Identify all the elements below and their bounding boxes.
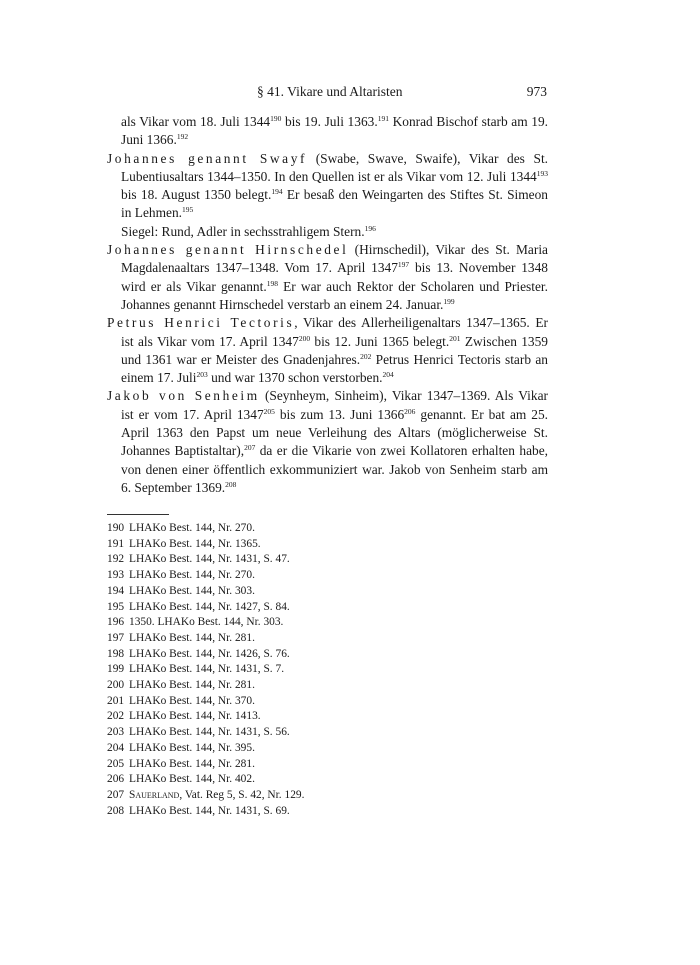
footnote-ref: 201	[449, 333, 461, 343]
footnote-ref: 195	[181, 205, 194, 215]
footnote	[107, 537, 548, 553]
footnote-ref: 205	[263, 406, 275, 416]
footnote-number: 203	[107, 726, 125, 739]
entry-jakob-von-senheim: Jakob von Senheim (Seynheym, Sinheim), Vikar 1347–1369. Als Vikar ist er vom 17. April 1347$^{205}$ bis zum 13. Juni 1366$^{206}$ genannt. Er bat am 25. April 1363 den Papst um neue Verleihung des Altars (möglicherweise St. Johannes Baptistaltar),$^{207}$ da er die Vikarie von zwei Kollatoren erhalten habe, von denen einer öffentlich exkommuniziert war. Jakob von Senheim starb am 6. September 1369.$^{208}$	[107, 388, 548, 495]
footnote-text: LHAKo Best. 144, Nr. 1427, S. 84.	[129, 600, 290, 613]
footnote	[107, 568, 548, 584]
footnote-ref: 192	[176, 132, 189, 142]
footnote	[107, 631, 548, 647]
entry-konrad-bischof-continuation: als Vikar vom 18. Juli 1344$^{190}$ bis 19. Juli 1363.$^{191}$ Konrad Bischof starb am 19. Juni 1366.$^{192}$	[121, 114, 549, 148]
person-name: Jakob von Senheim	[107, 388, 260, 404]
footnote	[107, 804, 548, 820]
footnote-ref: 206	[404, 406, 416, 416]
footnote-text: LHAKo Best. 144, Nr. 1365.	[129, 537, 261, 550]
footnote-ref: 198	[266, 278, 278, 288]
footnote-ref: 193	[536, 168, 548, 178]
footnote-number: 207	[107, 788, 125, 801]
section-title: § 41. Vikare und Altaristen	[257, 84, 403, 99]
footnote-number: 190	[107, 522, 125, 534]
footnote	[107, 600, 548, 616]
footnote-ref: 203	[196, 370, 208, 380]
author-name: Sauerland	[129, 788, 180, 801]
footnotes	[107, 521, 548, 819]
footnote-number: 195	[107, 600, 125, 613]
footnote-ref: 208	[225, 479, 237, 489]
footnote-number: 202	[107, 710, 125, 723]
footnote	[107, 678, 548, 694]
footnote-number: 198	[107, 647, 125, 660]
entry-johannes-swayf: Johannes genannt Swayf (Swabe, Swave, Swaife), Vikar des St. Lubentiusaltars 1344–1350. In den Quellen ist er als Vikar vom 12. Juli 1344$^{193}$ bis 18. August 1350 belegt.$^{194}$ Er besaß den Weingarten des Stiftes St. Simeon in Lehmen.$^{195}$	[107, 150, 549, 221]
footnote-ref: 204	[382, 370, 394, 380]
entry-johannes-hirnschedel: Johannes genannt Hirnschedel (Hirnschedil), Vikar des St. Maria Magdalenaaltars 1347–1348. Vom 17. April 1347$^{197}$ bis 13. November 1348 wird er als Vikar genannt.$^{198}$ Er war auch Rektor der Scholaren und Priester. Johannes genannt Hirnschedel verstarb an einem 24. Januar.$^{199}$	[107, 242, 549, 312]
entry-swayf-seal: Siegel: Rund, Adler in sechsstrahligem Stern.$^{196}$	[121, 223, 376, 239]
footnote-number: 192	[107, 553, 125, 566]
footnote	[107, 788, 548, 804]
footnote-separator	[107, 514, 169, 515]
footnote-ref: 200	[298, 333, 311, 343]
footnote-ref: 207	[244, 443, 256, 453]
person-name: Johannes genannt Swayf	[107, 150, 308, 166]
footnote-number: 199	[107, 663, 125, 676]
footnote	[107, 757, 548, 773]
footnote	[107, 521, 548, 537]
footnote-text: LHAKo Best. 144, Nr. 270.	[129, 569, 255, 582]
running-head	[107, 84, 547, 102]
entry-petrus-henrici-tectoris: Petrus Henrici Tectoris, Vikar des Allerheiligenaltars 1347–1365. Er ist als Vikar vom 17. April 1347$^{200}$ bis 12. Juni 1365 belegt.$^{201}$ Zwischen 1359 und 1361 war er Meister des Gnadenjahres.$^{202}$ Petrus Henrici Tectoris starb an einem 17. Juli$^{203}$ und war 1370 schon verstorben.$^{204}$	[107, 315, 548, 386]
footnote-text: LHAKo Best. 144, Nr. 1431, S. 69.	[129, 804, 290, 817]
footnote-text: LHAKo Best. 144, Nr. 370.	[129, 694, 255, 707]
footnote-number: 206	[107, 773, 125, 786]
footnote	[107, 741, 548, 757]
body-text	[107, 113, 548, 497]
footnote-ref: 194	[271, 187, 283, 197]
footnote-number: 205	[107, 757, 125, 770]
footnote-text: LHAKo Best. 144, Nr. 281.	[129, 679, 255, 692]
footnote-number: 191	[107, 537, 125, 550]
page-number: 973	[526, 84, 547, 99]
footnote-text: Sauerland, Vat. Reg 5, S. 42, Nr. 129.	[129, 788, 305, 801]
footnote-text: LHAKo Best. 144, Nr. 1413.	[129, 710, 261, 723]
footnote-text: LHAKo Best. 144, Nr. 270.	[129, 522, 255, 534]
footnote	[107, 552, 548, 568]
footnote-text: LHAKo Best. 144, Nr. 1426, S. 76.	[129, 647, 290, 660]
person-name: Johannes genannt Hirnschedel	[107, 242, 349, 258]
footnote-ref: 191	[377, 114, 389, 123]
footnote	[107, 647, 548, 663]
footnote-ref: 199	[443, 296, 455, 306]
footnote-text: LHAKo Best. 144, Nr. 395.	[129, 741, 255, 754]
footnote-number: 194	[107, 584, 125, 597]
footnote-number: 193	[107, 569, 125, 582]
footnote-ref: 196	[364, 223, 376, 233]
footnote-number: 208	[107, 804, 125, 817]
footnote	[107, 615, 548, 631]
footnote-text: LHAKo Best. 144, Nr. 281.	[129, 757, 255, 770]
footnote	[107, 694, 548, 710]
footnote	[107, 725, 548, 741]
footnote-text: LHAKo Best. 144, Nr. 402.	[129, 773, 255, 786]
footnote-number: 204	[107, 741, 125, 754]
footnote-ref: 190	[270, 114, 282, 123]
footnote-text: LHAKo Best. 144, Nr. 281.	[129, 631, 255, 644]
person-name: Petrus Henrici Tectoris	[107, 315, 295, 331]
footnote	[107, 772, 548, 788]
footnote-text: LHAKo Best. 144, Nr. 1431, S. 47.	[129, 553, 290, 566]
footnote-ref: 202	[360, 351, 372, 361]
footnote-number: 200	[107, 679, 125, 692]
footnote	[107, 584, 548, 600]
footnote-text: LHAKo Best. 144, Nr. 303.	[129, 584, 255, 597]
footnote-text: LHAKo Best. 144, Nr. 1431, S. 56.	[129, 726, 290, 739]
footnote-number: 197	[107, 631, 125, 644]
footnote-number: 196	[107, 616, 125, 629]
footnote-number: 201	[107, 694, 125, 707]
footnote-ref: 197	[397, 260, 410, 270]
footnote	[107, 709, 548, 725]
footnote-text: 1350. LHAKo Best. 144, Nr. 303.	[129, 616, 284, 629]
footnote	[107, 662, 548, 678]
footnote-text: LHAKo Best. 144, Nr. 1431, S. 7.	[129, 663, 285, 676]
